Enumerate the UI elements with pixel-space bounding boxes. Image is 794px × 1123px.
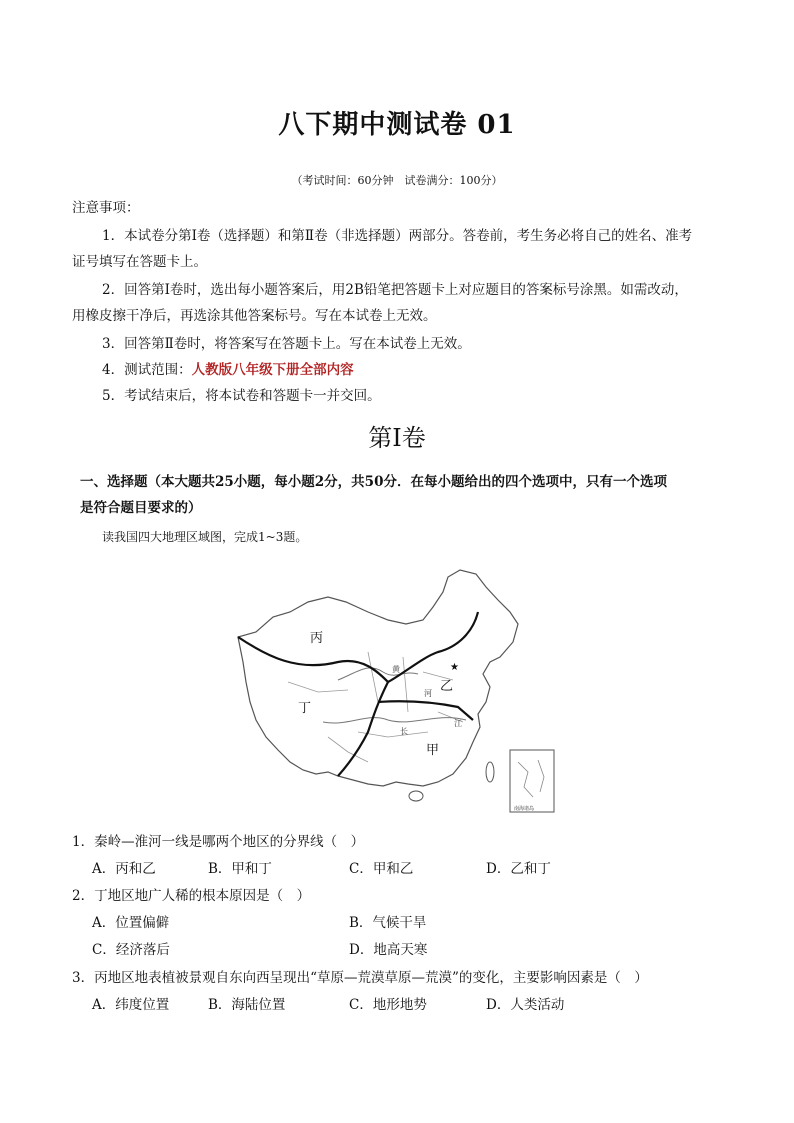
taiwan-island	[486, 762, 494, 782]
china-regions-map	[228, 562, 568, 822]
notice-heading: 注意事项：	[72, 200, 140, 216]
part-title: 第Ⅰ卷	[368, 424, 426, 452]
test-scope-highlight: 人教版八年级下册全部内容	[191, 362, 354, 378]
section-heading-line1: 一、选择题（本大题共25小题，每小题2分，共50分．在每小题给出的四个选项中，只有一个选项	[80, 474, 667, 490]
q1-option-a: A．丙和乙	[92, 861, 156, 877]
q3-option-b: B．海陆位置	[208, 997, 286, 1013]
section-heading-line2: 是符合题目要求的）	[80, 500, 202, 516]
q2-option-b: B．气候干旱	[349, 915, 427, 931]
capital-star-icon: ★	[450, 662, 459, 673]
notice-item-3: 3．回答第Ⅱ卷时，将答案写在答题卡上。写在本试卷上无效。	[102, 336, 471, 352]
notice-item-2-line2: 用橡皮擦干净后，再选涂其他答案标号。写在本试卷上无效。	[72, 308, 437, 324]
china-outline	[238, 570, 518, 786]
region-label-bing: 丙	[310, 631, 324, 646]
exam-info: （考试时间：60分钟 试卷满分：100分）	[291, 174, 503, 187]
river-label-jiang: 江	[454, 719, 462, 728]
inset-label: 南海诸岛	[514, 806, 535, 812]
notice-item-4	[102, 360, 354, 380]
notice-item-2-line1: 2．回答第Ⅰ卷时，选出每小题答案后，用2B铅笔把答题卡上对应题目的答案标号涂黑。如需改动，	[102, 282, 688, 298]
instruction-text: 读我国四大地理区域图，完成1~3题。	[102, 530, 308, 544]
notice-item-1-line2: 证号填写在答题卡上。	[72, 254, 207, 270]
region-label-yi: 乙	[440, 679, 454, 694]
question-3-stem: 3．丙地区地表植被景观自东向西呈现出“草原—荒漠草原—荒漠”的变化，主要影响因素是（ ）	[72, 970, 648, 986]
region-label-ding: 丁	[298, 701, 312, 716]
region-label-jia: 甲	[426, 743, 440, 758]
page-title: 八下期中测试卷 01	[278, 110, 516, 140]
notice-item-1-line1: 1．本试卷分第Ⅰ卷（选择题）和第Ⅱ卷（非选择题）两部分。答卷前，考生务必将自己的姓名、准考	[102, 228, 693, 244]
notice-item-5: 5．考试结束后，将本试卷和答题卡一并交回。	[102, 388, 381, 404]
river-label-huang: 黄	[392, 665, 400, 674]
river-label-he: 河	[424, 689, 432, 698]
south-china-sea-inset	[510, 750, 554, 812]
q3-option-d: D．人类活动	[486, 997, 565, 1013]
q2-option-d: D．地高天寒	[349, 942, 428, 958]
question-1-stem: 1．秦岭—淮河一线是哪两个地区的分界线（ ）	[72, 834, 365, 850]
q3-option-c: C．地形地势	[349, 997, 427, 1013]
notice-item-4-prefix: 4．测试范围：	[102, 362, 192, 378]
river-label-chang: 长	[400, 727, 408, 736]
q1-option-c: C．甲和乙	[349, 861, 414, 877]
hainan-island	[409, 791, 423, 801]
q1-option-d: D．乙和丁	[486, 861, 551, 877]
question-2-stem: 2．丁地区地广人稀的根本原因是（ ）	[72, 888, 311, 904]
q3-option-a: A．纬度位置	[92, 997, 170, 1013]
q2-option-c: C．经济落后	[92, 942, 170, 958]
q2-option-a: A．位置偏僻	[92, 915, 170, 931]
q1-option-b: B．甲和丁	[208, 861, 272, 877]
